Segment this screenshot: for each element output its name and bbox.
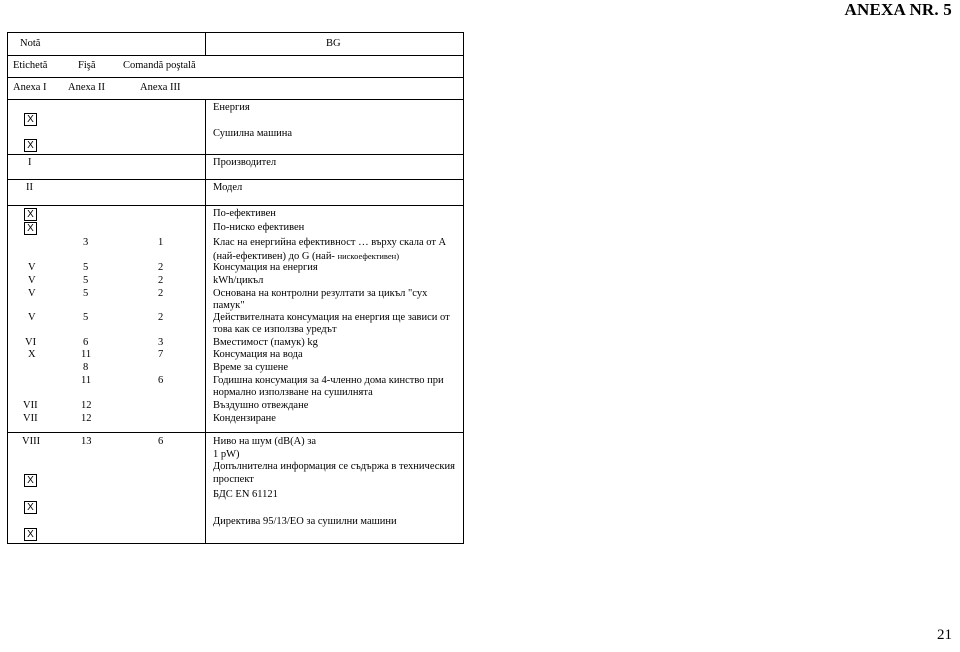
noise-text: 1 pW)	[213, 449, 240, 460]
fiche-ref: 11	[81, 349, 92, 360]
directive-label: Директива 95/13/ЕО за сушилни машини	[213, 516, 397, 527]
row-divider	[8, 179, 463, 180]
fiche-ref: 5	[83, 275, 89, 286]
mail-ref: 1	[158, 237, 164, 248]
annex-2-header: Anexa II	[68, 82, 106, 93]
mail-ref: 7	[158, 349, 164, 360]
annual-consumption-text: Годишна консумация за 4-членно дома кинство при	[213, 375, 444, 386]
energy-class-text: Клас на енергийна ефективност … върху скала от A	[213, 237, 447, 248]
label-ref: V	[28, 288, 36, 299]
standard-label: БДС EN 61121	[213, 489, 278, 500]
x-mark: X	[24, 139, 37, 152]
page-number: 21	[937, 627, 952, 643]
capacity-label: Вместимост (памук) kg	[213, 337, 318, 348]
mail-ref: 2	[158, 275, 164, 286]
label-ref: V	[28, 275, 36, 286]
water-consumption-label: Консумация на вода	[213, 349, 303, 360]
annual-consumption-text: нормално използване на сушилнята	[213, 387, 373, 398]
mail-ref: 6	[158, 375, 164, 386]
row-divider	[8, 205, 463, 206]
x-mark: X	[24, 113, 37, 126]
additional-info-text: проспект	[213, 474, 254, 485]
fiche-ref: 3	[83, 237, 89, 248]
energy-label: Енергия	[213, 102, 250, 113]
fiche-ref: 8	[83, 362, 89, 373]
actual-consumption-text: това как се използва уредът	[213, 324, 337, 335]
annex-title: ANEXA NR. 5	[844, 0, 952, 19]
label-table	[7, 32, 464, 544]
x-mark: X	[24, 222, 37, 235]
energy-class-text-part: (най-ефективен) до G (най-	[213, 251, 335, 262]
fiche-ref: 5	[83, 288, 89, 299]
manufacturer-code: I	[28, 157, 32, 168]
mail-ref: 2	[158, 288, 164, 299]
model-label: Модел	[213, 182, 243, 193]
kwh-unit-label: kWh/цикъл	[213, 275, 264, 286]
annex-3-header: Anexa III	[140, 82, 181, 93]
label-ref: V	[28, 262, 36, 273]
row-divider	[8, 154, 463, 155]
row-divider	[8, 77, 463, 78]
row-divider	[8, 432, 463, 433]
actual-consumption-text: Действителната консумация на енергия ще зависи от	[213, 312, 450, 323]
test-basis-text: Основана на контролни резултати за цикъл "сух	[213, 288, 428, 299]
row-divider	[8, 99, 463, 100]
x-mark: X	[24, 528, 37, 541]
additional-info-text: Допълнителна информация се съдържа в техническия	[213, 461, 455, 472]
column-divider	[205, 33, 206, 55]
label-ref: VI	[25, 337, 37, 348]
fiche-ref: 5	[83, 262, 89, 273]
label-ref: VIII	[22, 436, 41, 447]
noise-text: Ниво на шум (dB(A) за	[213, 436, 317, 447]
x-mark: X	[24, 208, 37, 221]
column-divider	[205, 99, 206, 543]
drying-time-label: Време за сушене	[213, 362, 289, 373]
annex-1-header: Anexa I	[13, 82, 47, 93]
fiche-ref: 13	[81, 436, 92, 447]
fiche-header: Fişă	[78, 60, 96, 71]
dryer-label: Сушилна машина	[213, 128, 293, 139]
label-ref: X	[28, 349, 36, 360]
label-ref: V	[28, 312, 36, 323]
language-header: BG	[326, 38, 341, 49]
fiche-ref: 5	[83, 312, 89, 323]
fiche-ref: 12	[81, 413, 92, 424]
energy-consumption-label: Консумация на енергия	[213, 262, 318, 273]
mail-ref: 6	[158, 436, 164, 447]
mail-ref: 2	[158, 312, 164, 323]
mail-ref: 3	[158, 337, 164, 348]
condensing-label: Кондензиране	[213, 413, 276, 424]
manufacturer-label: Производител	[213, 157, 277, 168]
label-ref: VII	[23, 413, 38, 424]
test-basis-text: памук"	[213, 300, 245, 311]
fiche-ref: 6	[83, 337, 89, 348]
less-efficient-label: По-ниско ефективен	[213, 222, 305, 233]
fiche-ref: 12	[81, 400, 92, 411]
air-vented-label: Въздушно отвеждане	[213, 400, 309, 411]
more-efficient-label: По-ефективен	[213, 208, 276, 219]
energy-class-text-small: нискоефективен)	[337, 251, 400, 261]
note-header: Notă	[20, 38, 41, 49]
mail-order-header: Comandă poştală	[123, 60, 196, 71]
fiche-ref: 11	[81, 375, 92, 386]
label-header: Etichetă	[13, 60, 48, 71]
row-divider	[8, 55, 463, 56]
x-mark: X	[24, 474, 37, 487]
x-mark: X	[24, 501, 37, 514]
model-code: II	[26, 182, 33, 193]
mail-ref: 2	[158, 262, 164, 273]
label-ref: VII	[23, 400, 38, 411]
